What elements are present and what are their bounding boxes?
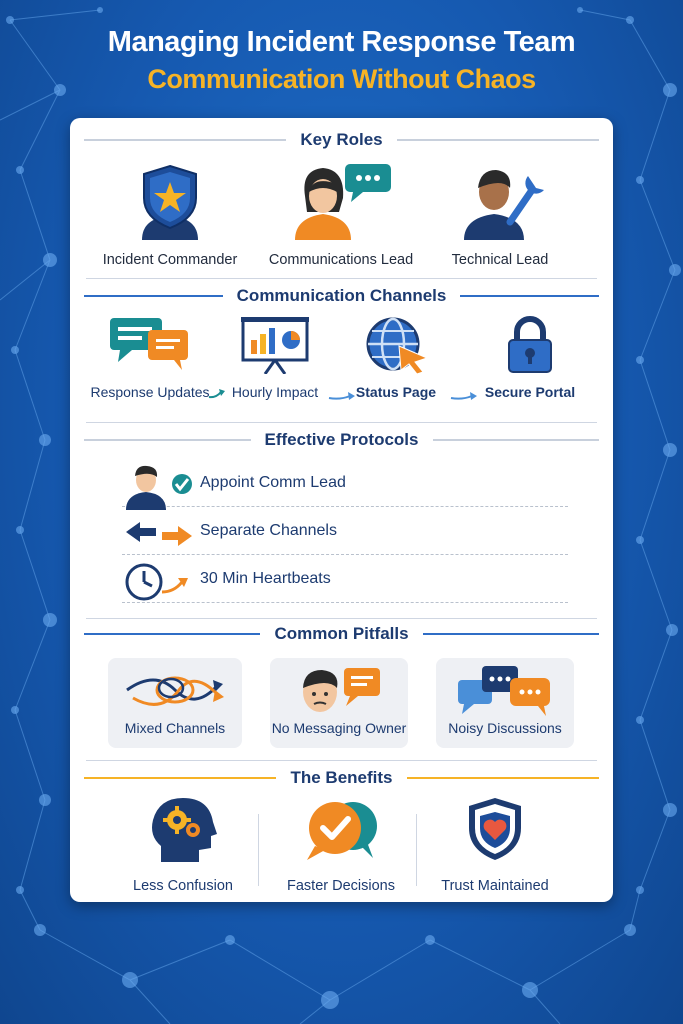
role-communications-lead bbox=[266, 162, 416, 268]
benefit-less-confusion bbox=[110, 796, 256, 894]
arrow-right-icon bbox=[450, 390, 478, 402]
chat-bubbles-icon bbox=[108, 316, 192, 372]
globe-cursor-icon bbox=[363, 316, 429, 374]
check-bubble-icon bbox=[301, 796, 381, 862]
channel-label: Status Page bbox=[355, 384, 437, 400]
channel-label: Hourly Impact bbox=[231, 384, 319, 400]
overlapping-chats-icon bbox=[456, 664, 554, 716]
shield-heart-icon bbox=[465, 796, 525, 862]
channels-header bbox=[70, 284, 613, 308]
benefit-label: Faster Decisions bbox=[287, 878, 395, 894]
pitfall-noisy-discussions bbox=[436, 658, 574, 748]
key-roles-title: Key Roles bbox=[300, 130, 383, 149]
pitfall-mixed-channels bbox=[108, 658, 242, 748]
benefit-trust-maintained bbox=[422, 796, 568, 894]
shield-star-person-icon bbox=[122, 162, 218, 240]
pitfalls-header bbox=[70, 622, 613, 646]
padlock-icon bbox=[505, 316, 555, 374]
benefits-header bbox=[70, 766, 613, 790]
page-title: Managing Incident Response Team bbox=[107, 26, 576, 58]
head-gears-icon bbox=[147, 796, 219, 862]
protocol-label: Separate Channels bbox=[200, 522, 337, 539]
woman-chat-icon bbox=[281, 162, 401, 240]
pitfall-label: Noisy Discussions bbox=[448, 720, 562, 736]
protocol-row bbox=[122, 510, 568, 555]
page-subtitle: Communication Without Chaos bbox=[147, 64, 536, 94]
split-arrows-icon bbox=[122, 510, 196, 554]
divider bbox=[258, 814, 259, 886]
channel-hourly-impact bbox=[220, 316, 330, 400]
benefit-faster-decisions bbox=[268, 796, 414, 894]
protocols-header bbox=[70, 428, 613, 452]
channel-label: Response Updates bbox=[90, 384, 210, 400]
pitfalls-title: Common Pitfalls bbox=[274, 624, 409, 643]
pitfall-label: Mixed Channels bbox=[124, 720, 226, 736]
key-roles-header bbox=[70, 128, 613, 152]
divider bbox=[86, 422, 597, 423]
divider bbox=[416, 814, 417, 886]
benefits-title: The Benefits bbox=[290, 768, 393, 787]
protocol-label: 30 Min Heartbeats bbox=[200, 570, 331, 587]
role-label: Technical Lead bbox=[451, 252, 549, 268]
protocols-title: Effective Protocols bbox=[264, 430, 419, 449]
protocol-row bbox=[122, 558, 568, 603]
channel-status-page bbox=[346, 316, 446, 400]
channel-secure-portal bbox=[470, 316, 590, 400]
arrow-right-icon bbox=[208, 388, 226, 400]
arrow-right-icon bbox=[328, 390, 356, 402]
divider bbox=[86, 618, 597, 619]
presentation-chart-icon bbox=[239, 316, 311, 374]
pitfall-no-messaging-owner bbox=[270, 658, 408, 748]
role-technical-lead bbox=[440, 162, 560, 268]
person-check-icon bbox=[122, 462, 196, 510]
pitfall-label: No Messaging Owner bbox=[271, 720, 407, 736]
channel-label: Secure Portal bbox=[484, 384, 576, 400]
role-label: Communications Lead bbox=[268, 252, 414, 268]
tangled-arrows-icon bbox=[125, 666, 225, 714]
protocol-label: Appoint Comm Lead bbox=[200, 474, 346, 491]
channels-title: Communication Channels bbox=[236, 286, 447, 305]
person-wrench-icon bbox=[450, 162, 550, 240]
divider bbox=[86, 278, 597, 279]
divider bbox=[86, 760, 597, 761]
protocol-row bbox=[122, 462, 568, 507]
clock-arrow-icon bbox=[122, 558, 196, 602]
role-label: Incident Commander bbox=[102, 252, 238, 268]
benefit-label: Trust Maintained bbox=[441, 878, 549, 894]
infographic-card bbox=[70, 118, 613, 902]
confused-person-icon bbox=[294, 664, 384, 716]
benefit-label: Less Confusion bbox=[133, 878, 233, 894]
role-incident-commander bbox=[100, 162, 240, 268]
channel-response-updates bbox=[90, 316, 210, 400]
